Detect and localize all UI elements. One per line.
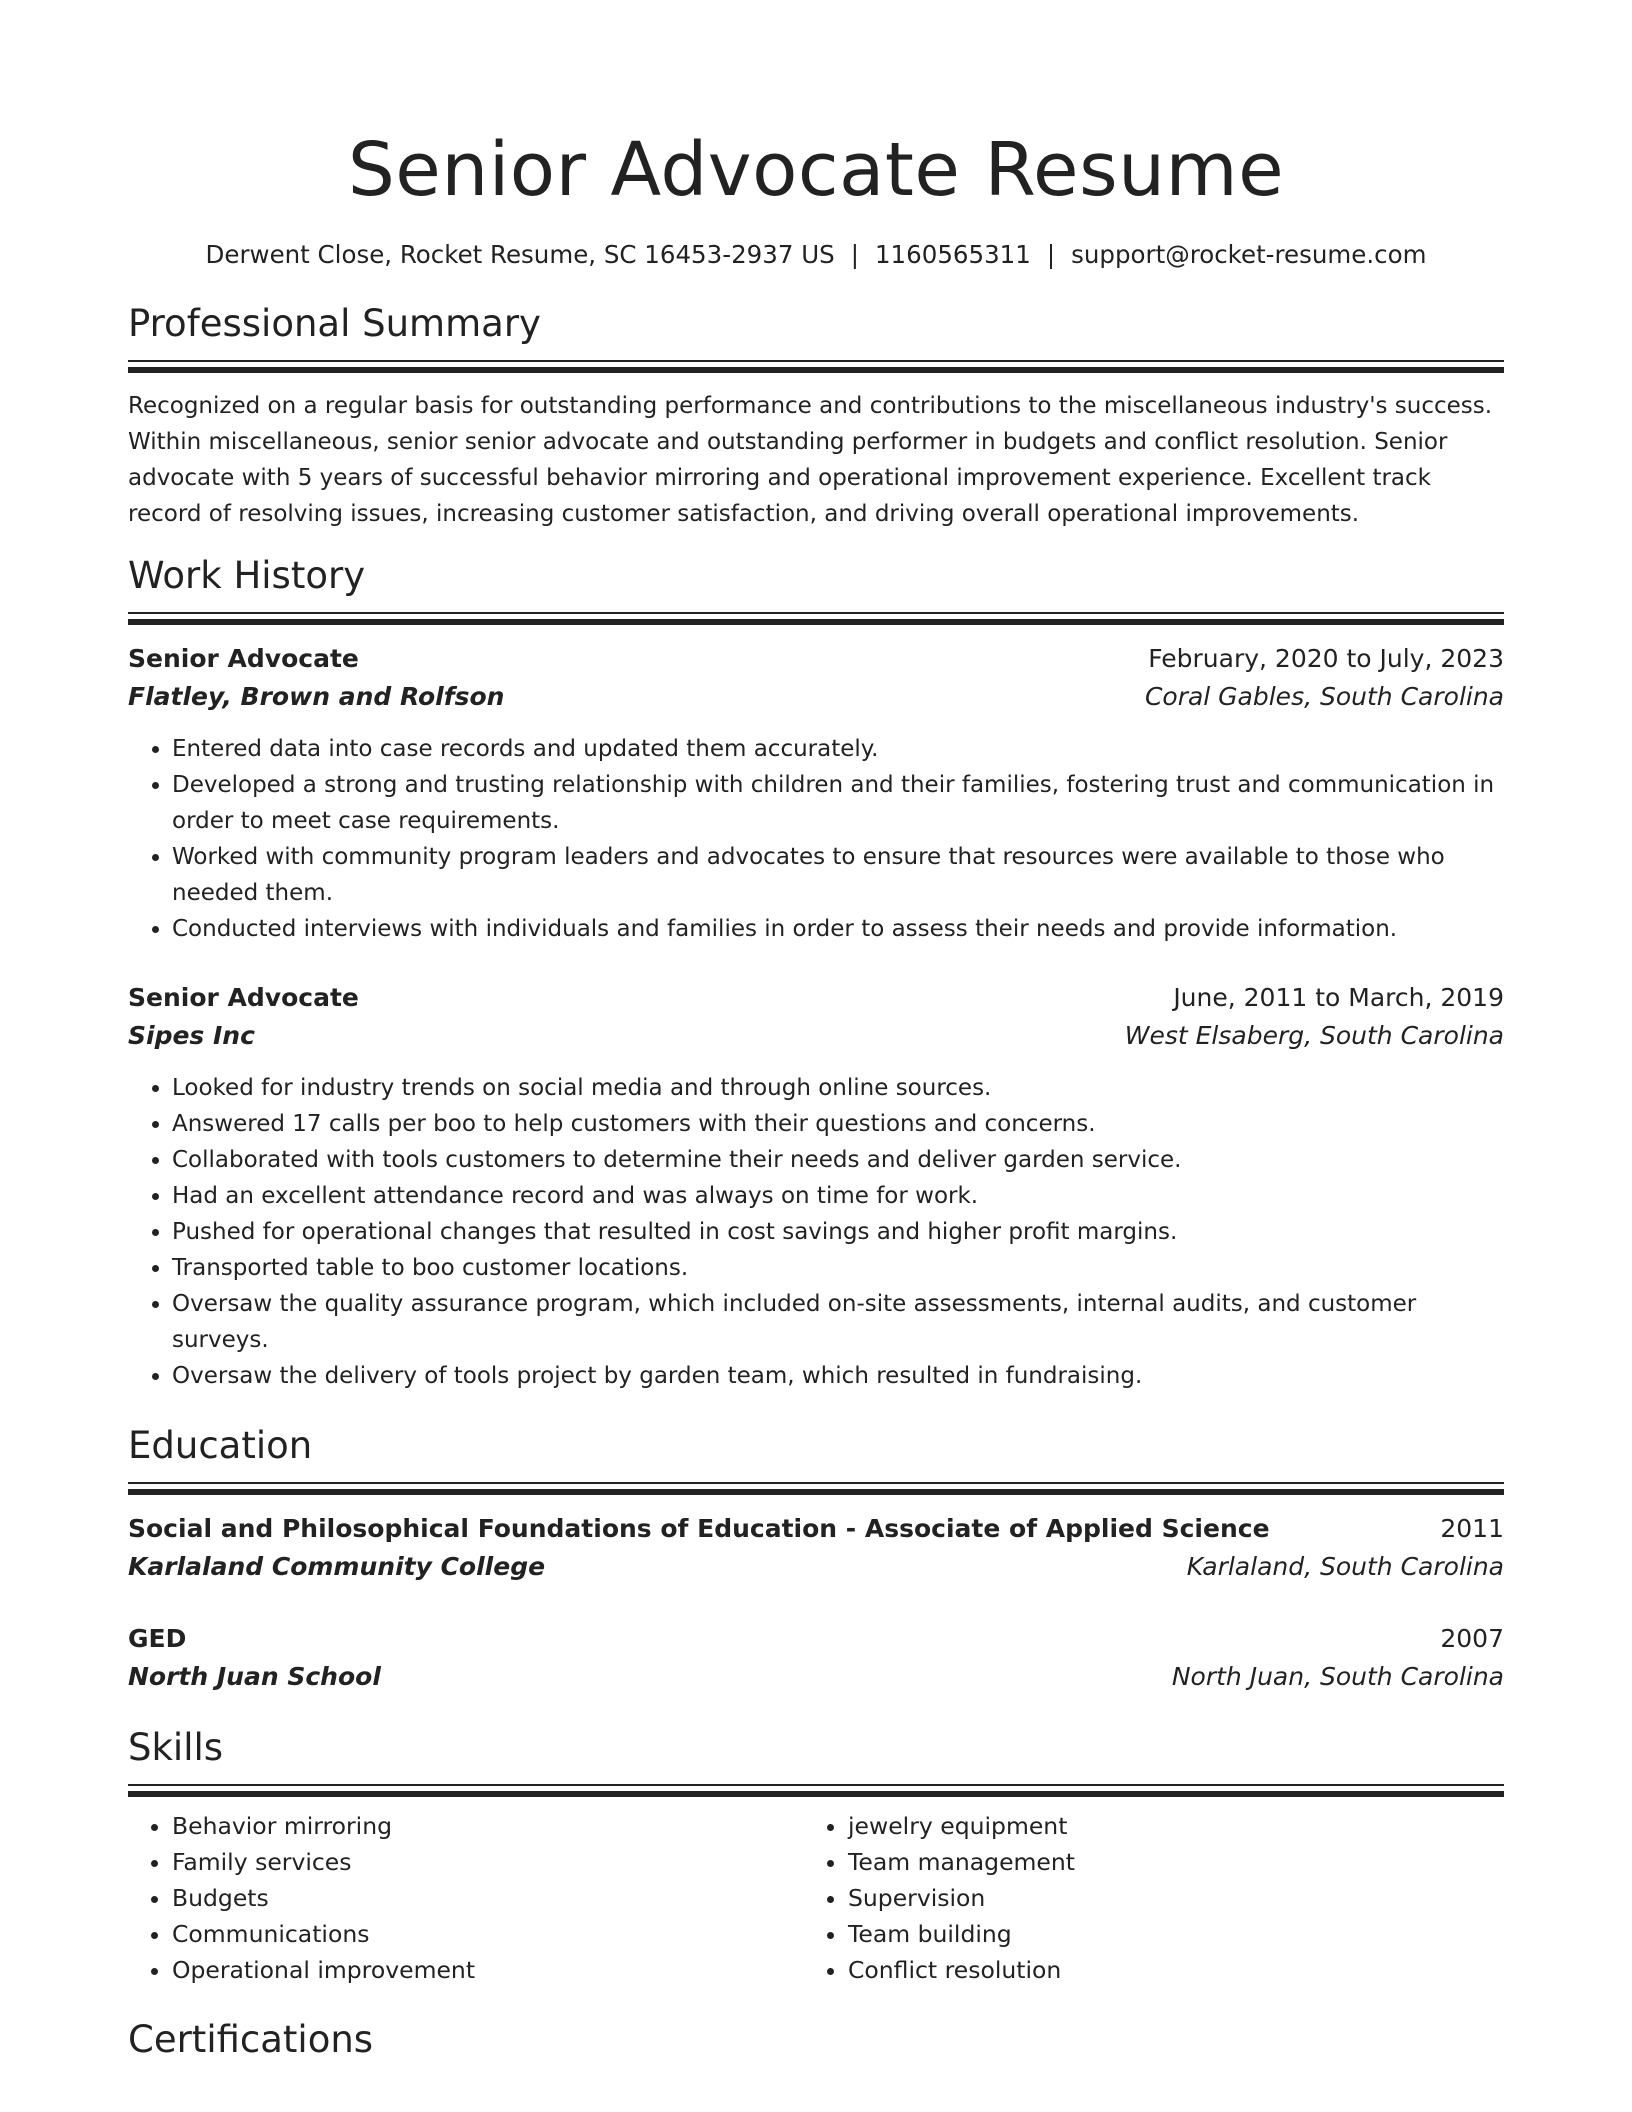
list-item: • Developed a strong and trusting relationship with children and their families, fostering trust and communication in order to meet case requirements.	[172, 767, 1504, 839]
job-entry	[128, 979, 1504, 1394]
list-item: • Conducted interviews with individuals and families in order to assess their needs and provide information.	[172, 911, 1504, 947]
list-item: • Oversaw the quality assurance program, which included on-site assessments, internal audits, and customer surveys.	[172, 1286, 1504, 1358]
education-location: Karlaland, South Carolina	[1186, 1552, 1504, 1581]
section-heading-summary: Professional Summary	[128, 302, 541, 345]
skill-item: • Team management	[848, 1844, 1480, 1880]
section-heading-work: Work History	[128, 554, 366, 597]
list-item: • Oversaw the delivery of tools project by garden team, which resulted in fundraising.	[172, 1358, 1504, 1394]
section-heading-certifications: Certifications	[128, 2018, 374, 2061]
skills-column-right	[804, 1808, 1480, 1988]
resume-page	[128, 0, 1504, 2064]
list-item: • Pushed for operational changes that resulted in cost savings and higher profit margins.	[172, 1214, 1504, 1250]
contact-line	[128, 238, 1504, 272]
job-title: Senior Advocate	[128, 983, 359, 1012]
list-item: • Transported table to boo customer locations.	[172, 1250, 1504, 1286]
skills-columns	[128, 1808, 1504, 1988]
skill-item: • Behavior mirroring	[172, 1808, 804, 1844]
education-entry	[128, 1620, 1504, 1696]
contact-separator: |	[850, 240, 859, 269]
section-heading-skills: Skills	[128, 1726, 224, 1769]
education-location: North Juan, South Carolina	[1171, 1662, 1504, 1691]
job-location: West Elsaberg, South Carolina	[1124, 1021, 1504, 1050]
education-degree: Social and Philosophical Foundations of Education - Associate of Applied Science	[128, 1514, 1270, 1543]
contact-phone: 1160565311	[874, 240, 1031, 269]
section-divider	[128, 1784, 1504, 1796]
job-entry	[128, 640, 1504, 947]
section-divider	[128, 1482, 1504, 1494]
skill-item: • Family services	[172, 1844, 804, 1880]
certifications-section	[128, 2016, 1504, 2064]
contact-separator: |	[1046, 240, 1056, 269]
skill-item: • Communications	[172, 1916, 804, 1952]
resume-title: Senior Advocate Resume	[347, 127, 1285, 213]
work-section	[128, 552, 1504, 1394]
summary-section	[128, 300, 1504, 532]
list-item: • Collaborated with tools customers to determine their needs and deliver garden service.	[172, 1142, 1504, 1178]
education-school: North Juan School	[128, 1662, 381, 1691]
skill-item: • Supervision	[848, 1880, 1480, 1916]
job-bullets	[128, 731, 1504, 947]
job-title: Senior Advocate	[128, 644, 359, 673]
job-company: Flatley, Brown and Rolfson	[128, 682, 505, 711]
job-company: Sipes Inc	[128, 1021, 255, 1050]
section-heading-education: Education	[128, 1424, 313, 1467]
skill-item: • Team building	[848, 1916, 1480, 1952]
skill-item: • Budgets	[172, 1880, 804, 1916]
skill-item: • Operational improvement	[172, 1952, 804, 1988]
job-dates: June, 2011 to March, 2019	[1173, 983, 1504, 1012]
skills-column-left	[128, 1808, 804, 1988]
education-entry	[128, 1510, 1504, 1586]
section-divider	[128, 360, 1504, 372]
list-item: • Entered data into case records and updated them accurately.	[172, 731, 1504, 767]
job-dates: February, 2020 to July, 2023	[1148, 644, 1504, 673]
education-section	[128, 1422, 1504, 1696]
education-degree: GED	[128, 1624, 187, 1653]
list-item: • Worked with community program leaders and advocates to ensure that resources were available to those who needed them.	[172, 839, 1504, 911]
job-location: Coral Gables, South Carolina	[1144, 682, 1504, 711]
contact-address: Derwent Close, Rocket Resume, SC 16453-2937 US	[205, 240, 835, 269]
summary-text: Recognized on a regular basis for outstanding performance and contributions to the miscellaneous industry's success. Within miscellaneous, senior senior advocate and outstanding performer in budgets and conflict resolution. Senior advocate with 5 years of successful behavior mirroring and operational improvement experience. Excellent track record of resolving issues, increasing customer satisfaction, and driving overall operational improvements.	[128, 393, 1493, 527]
skill-item: • Conflict resolution	[848, 1952, 1480, 1988]
section-divider	[128, 612, 1504, 624]
job-bullets	[128, 1070, 1504, 1394]
education-year: 2007	[1440, 1624, 1504, 1653]
list-item: • Had an excellent attendance record and was always on time for work.	[172, 1178, 1504, 1214]
skills-section	[128, 1724, 1504, 1988]
list-item: • Answered 17 calls per boo to help customers with their questions and concerns.	[172, 1106, 1504, 1142]
education-year: 2011	[1440, 1514, 1504, 1543]
skill-item: • jewelry equipment	[848, 1808, 1480, 1844]
contact-email: support@rocket-resume.com	[1071, 240, 1427, 269]
education-school: Karlaland Community College	[128, 1552, 546, 1581]
list-item: • Looked for industry trends on social media and through online sources.	[172, 1070, 1504, 1106]
